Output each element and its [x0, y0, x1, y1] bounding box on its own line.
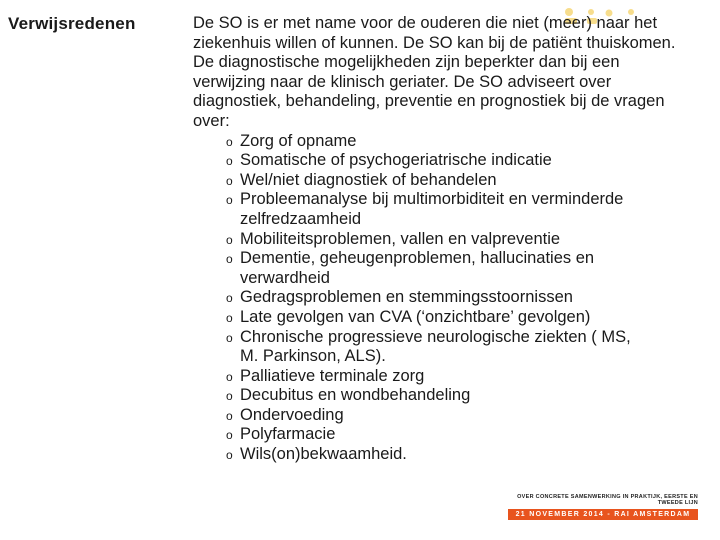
intro-line: De diagnostische mogelijkheden zijn beperkter dan bij een	[193, 53, 620, 72]
list-item-text: Wils(on)bekwaamheid.	[240, 445, 407, 464]
referral-reasons-list	[193, 132, 693, 465]
intro-line: De SO is er met name voor de ouderen die niet (meer) naar het	[193, 14, 658, 32]
list-item	[226, 367, 693, 387]
list-item-text: Palliatieve terminale zorg	[240, 366, 425, 385]
list-item	[226, 406, 693, 426]
list-item-text: Zorg of opname	[240, 131, 357, 150]
list-item	[226, 445, 693, 465]
intro-line: verwijzing naar de klinisch geriater. De SO adviseert over	[193, 72, 612, 91]
list-item	[226, 171, 693, 191]
bullet-icon: o	[226, 232, 233, 247]
intro-line: diagnostiek, behandeling, preventie en prognostiek bij de vragen	[193, 92, 665, 111]
content-block	[193, 14, 693, 465]
list-item-text: Chronische progressieve neurologische ziekten ( MS,	[240, 327, 631, 346]
list-item-text: Gedragsproblemen en stemmingsstoornissen	[240, 288, 573, 307]
list-item-text: Ondervoeding	[240, 405, 344, 424]
intro-paragraph	[193, 14, 693, 132]
list-item	[226, 230, 693, 250]
footer-tagline: OVER CONCRETE SAMENWERKING IN PRAKTIJK, EERSTE EN TWEEDE LIJN	[517, 494, 698, 506]
list-item	[226, 190, 693, 229]
list-item-text: Probleemanalyse bij multimorbiditeit en verminderde	[240, 190, 624, 209]
bullet-icon: o	[226, 134, 233, 149]
bullet-icon: o	[226, 448, 233, 463]
bullet-icon: o	[226, 173, 233, 188]
bullet-icon: o	[226, 252, 233, 267]
bullet-icon: o	[226, 408, 233, 423]
list-item-text: M. Parkinson, ALS).	[240, 347, 386, 366]
event-footer	[508, 494, 698, 520]
list-item-text: Mobiliteitsproblemen, vallen en valpreventie	[240, 229, 561, 248]
bullet-icon: o	[226, 310, 233, 325]
bullet-icon: o	[226, 330, 233, 345]
bullet-icon: o	[226, 291, 233, 306]
list-item	[226, 249, 693, 288]
list-item	[226, 328, 693, 367]
bullet-icon: o	[226, 389, 233, 404]
list-item-text: Late gevolgen van CVA (‘onzichtbare’ gevolgen)	[240, 307, 591, 326]
list-item	[226, 386, 693, 406]
bullet-icon: o	[226, 154, 233, 169]
list-item-text: zelfredzaamheid	[240, 209, 362, 228]
list-item	[226, 151, 693, 171]
intro-line: over:	[193, 111, 230, 130]
list-item-text: Polyfarmacie	[240, 425, 336, 444]
intro-line: ziekenhuis willen of kunnen. De SO kan bij de patiënt thuiskomen.	[193, 33, 676, 52]
list-item-text: Decubitus en wondbehandeling	[240, 386, 471, 405]
bullet-icon: o	[226, 193, 233, 208]
list-item	[226, 288, 693, 308]
section-title: Verwijsredenen	[8, 14, 136, 33]
list-item	[226, 308, 693, 328]
list-item-text: Dementie, geheugenproblemen, hallucinaties en	[240, 249, 595, 268]
footer-date-banner: 21 NOVEMBER 2014 - RAI AMSTERDAM	[508, 509, 698, 520]
list-item-text: Wel/niet diagnostiek of behandelen	[240, 170, 497, 189]
bullet-icon: o	[226, 369, 233, 384]
bullet-icon: o	[226, 428, 233, 443]
list-item-text: Somatische of psychogeriatrische indicatie	[240, 151, 552, 170]
list-item	[226, 425, 693, 445]
list-item	[226, 132, 693, 152]
list-item-text: verwardheid	[240, 268, 330, 287]
